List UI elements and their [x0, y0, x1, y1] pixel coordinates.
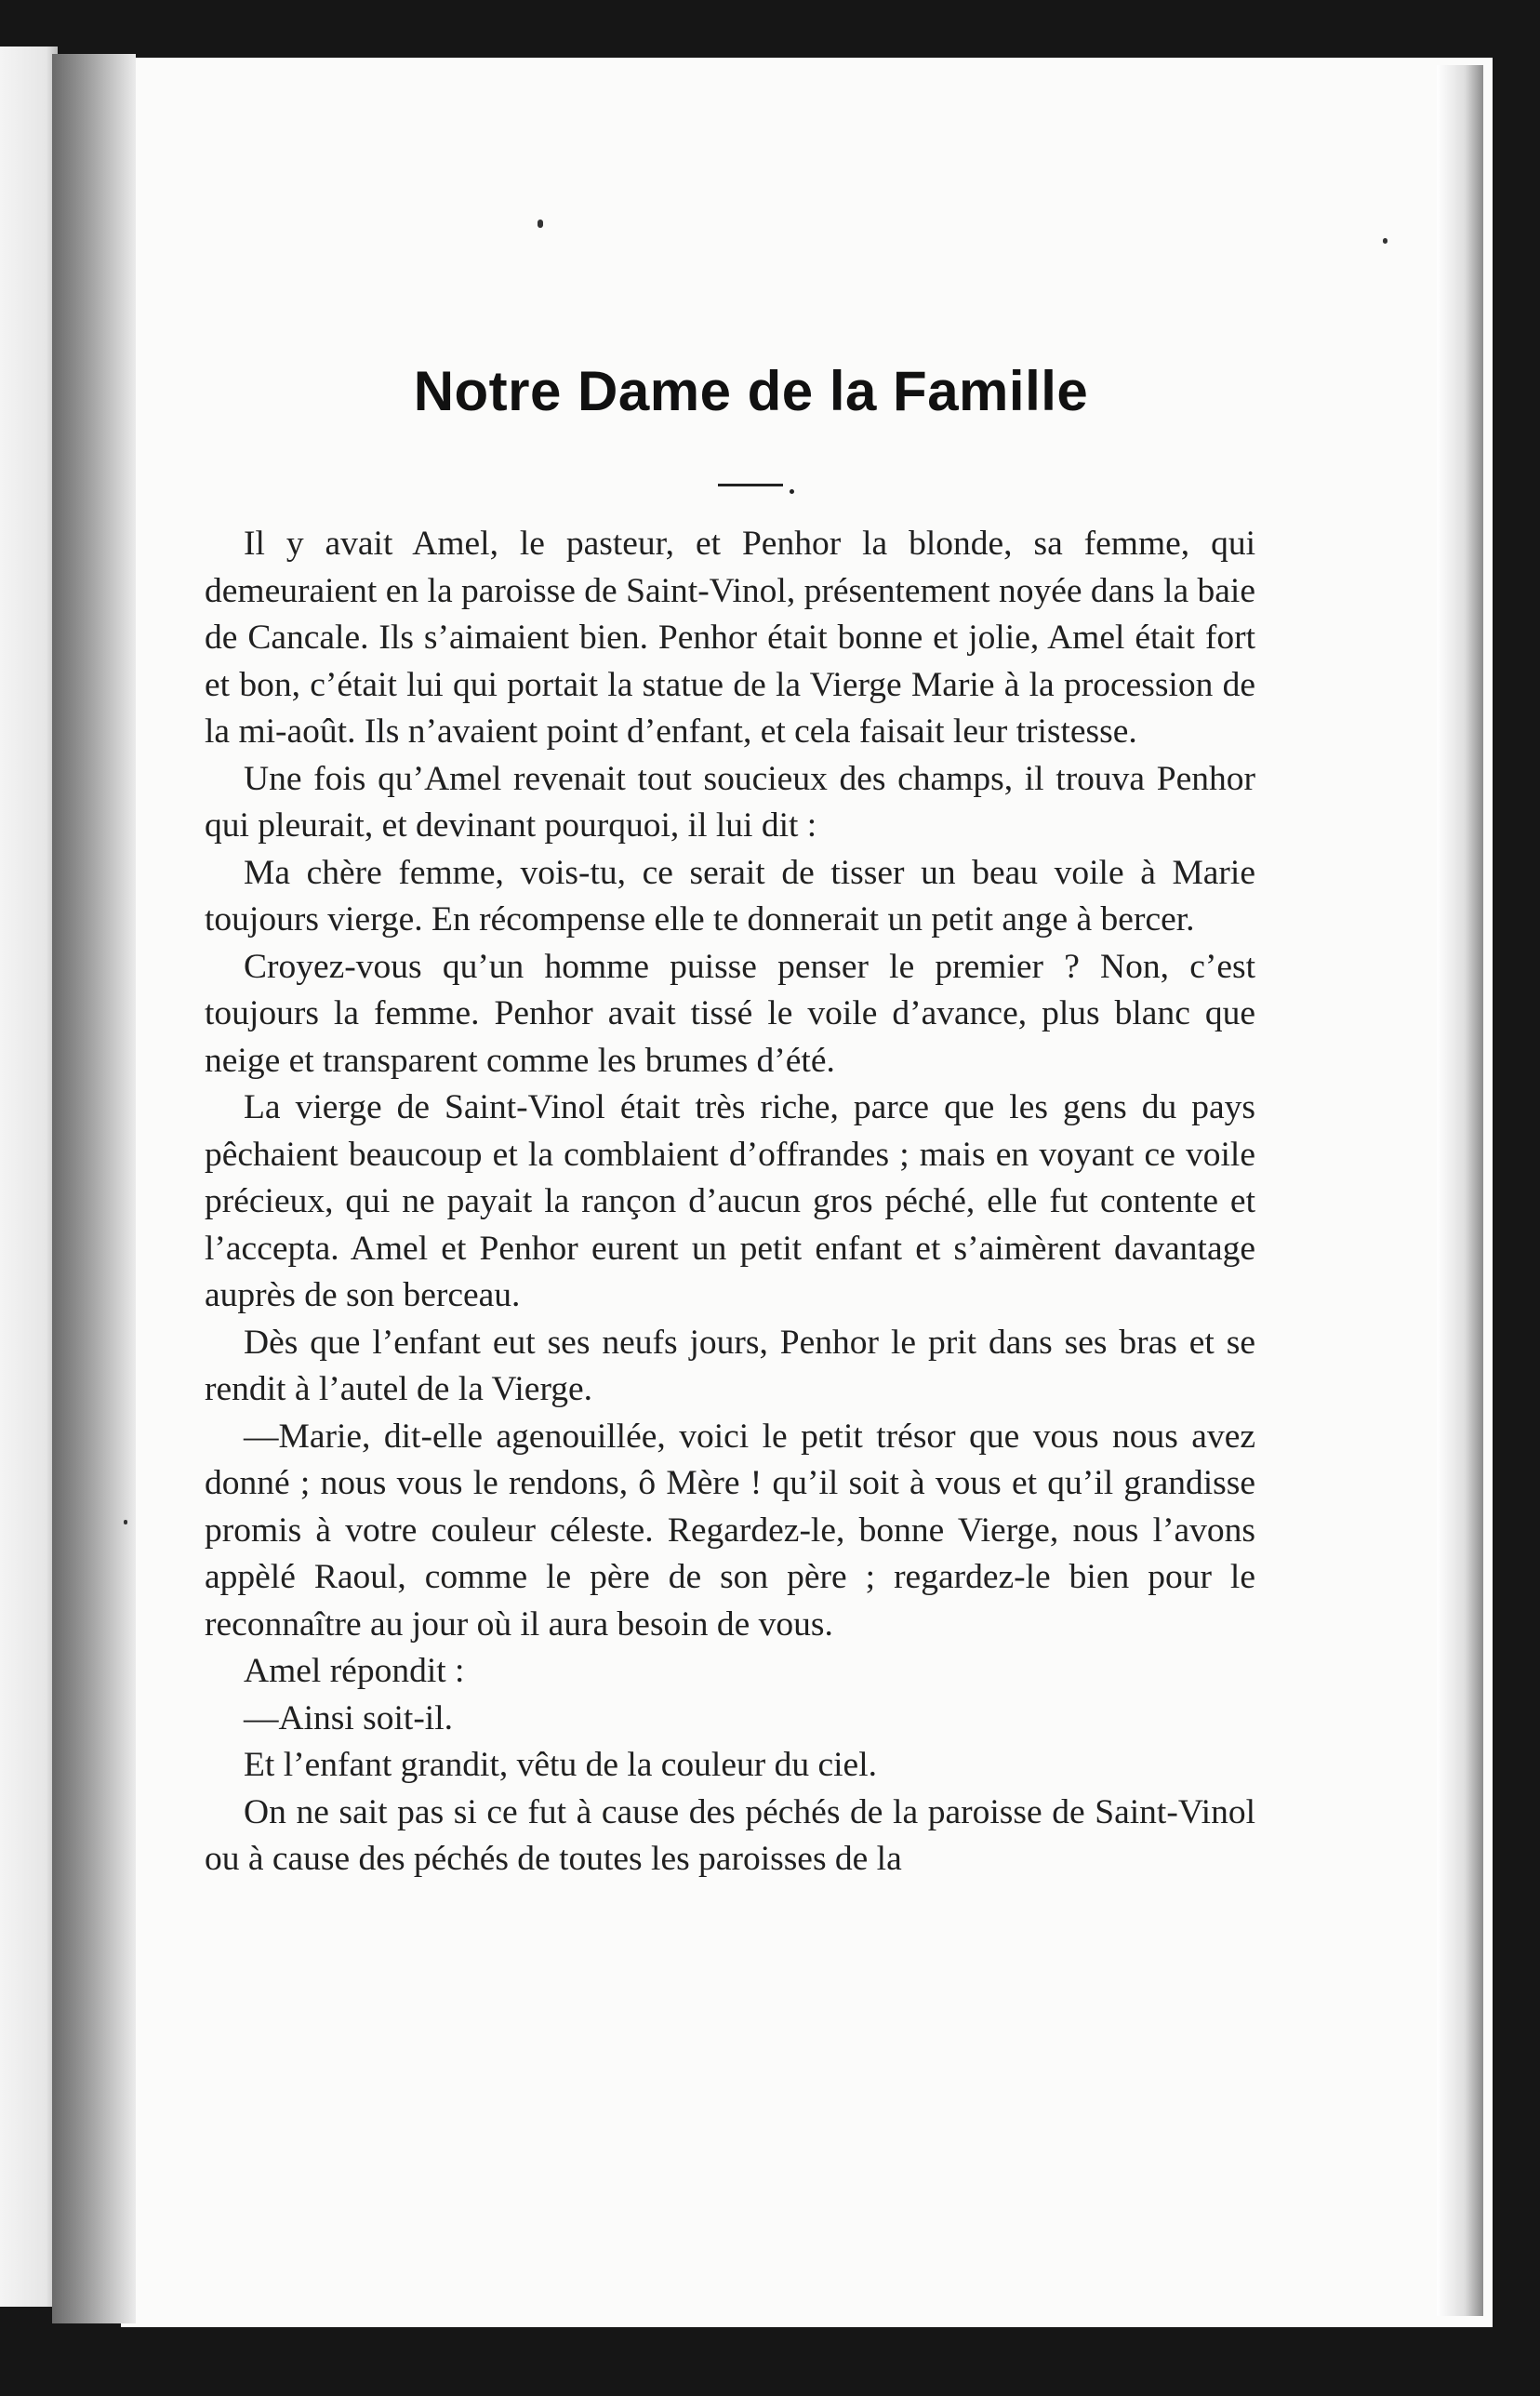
paragraph: —Ainsi soit-il.	[244, 1698, 454, 1737]
paragraph: Croyez-vous qu’un homme puisse penser le premier ? Non, c’est toujours la femme. Penhor avait tissé le voile d’avance, plus blanc que neige et transparent comme les brumes d’été.	[205, 947, 1255, 1080]
ink-speck	[124, 1520, 127, 1524]
paragraph: Il y avait Amel, le pasteur, et Penhor la blonde, sa femme, qui demeuraient en la paroisse de Saint-Vinol, présentement noyée dans la baie de Cancale. Ils s’aimaient bien. Penhor était bonne et jolie, Amel était fort et bon, c’était lui qui portait la statue de la Vierge Marie à la procession de la mi-août. Ils n’avaient point d’enfant, et cela faisait leur tristesse.	[205, 525, 1255, 751]
page-right-edge	[1437, 65, 1483, 2316]
paragraph: Amel répondit :	[244, 1652, 465, 1690]
paragraph: Une fois qu’Amel revenait tout soucieux des champs, il trouva Penhor qui pleurait, et devinant pourquoi, il lui dit :	[205, 759, 1255, 845]
ink-speck	[1383, 238, 1387, 244]
chapter-title: Notre Dame de la Famille	[413, 360, 1089, 422]
paragraph: Et l’enfant grandit, vêtu de la couleur du ciel.	[244, 1746, 877, 1784]
paragraph: Dès que l’enfant eut ses neufs jours, Penhor le prit dans ses bras et se rendit à l’autel de la Vierge.	[205, 1323, 1255, 1408]
paragraph: Ma chère femme, vois-tu, ce serait de tisser un beau voile à Marie toujours vierge. En récompense elle te donnerait un petit ange à bercer.	[205, 853, 1255, 938]
ink-speck	[538, 220, 543, 228]
title-divider	[718, 484, 783, 486]
book-gutter-shadow	[52, 54, 136, 2323]
paragraph: On ne sait pas si ce fut à cause des péchés de la paroisse de Saint-Vinol ou à cause des péchés de toutes les paroisses de la	[205, 1792, 1255, 1878]
title-divider-dot	[790, 489, 794, 494]
chapter-body	[205, 521, 1255, 1884]
previous-page-edge	[0, 47, 58, 2307]
paragraph: La vierge de Saint-Vinol était très riche, parce que les gens du pays pêchaient beaucoup et la comblaient d’offrandes ; mais en voyant ce voile précieux, qui ne payait la rançon d’aucun gros péché, elle fut contente et l’accepta. Amel et Penhor eurent un petit enfant et s’aimèrent davantage auprès de son berceau.	[205, 1088, 1255, 1314]
paragraph: —Marie, dit-elle agenouillée, voici le petit trésor que vous nous avez donné ; nous vous le rendons, ô Mère ! qu’il soit à vous et qu’il grandisse promis à votre couleur céleste. Regardez-le, bonne Vierge, nous l’avons appèlé Raoul, comme le père de son père ; regardez-le bien pour le reconnaître au jour où il aura besoin de vous.	[205, 1417, 1255, 1644]
